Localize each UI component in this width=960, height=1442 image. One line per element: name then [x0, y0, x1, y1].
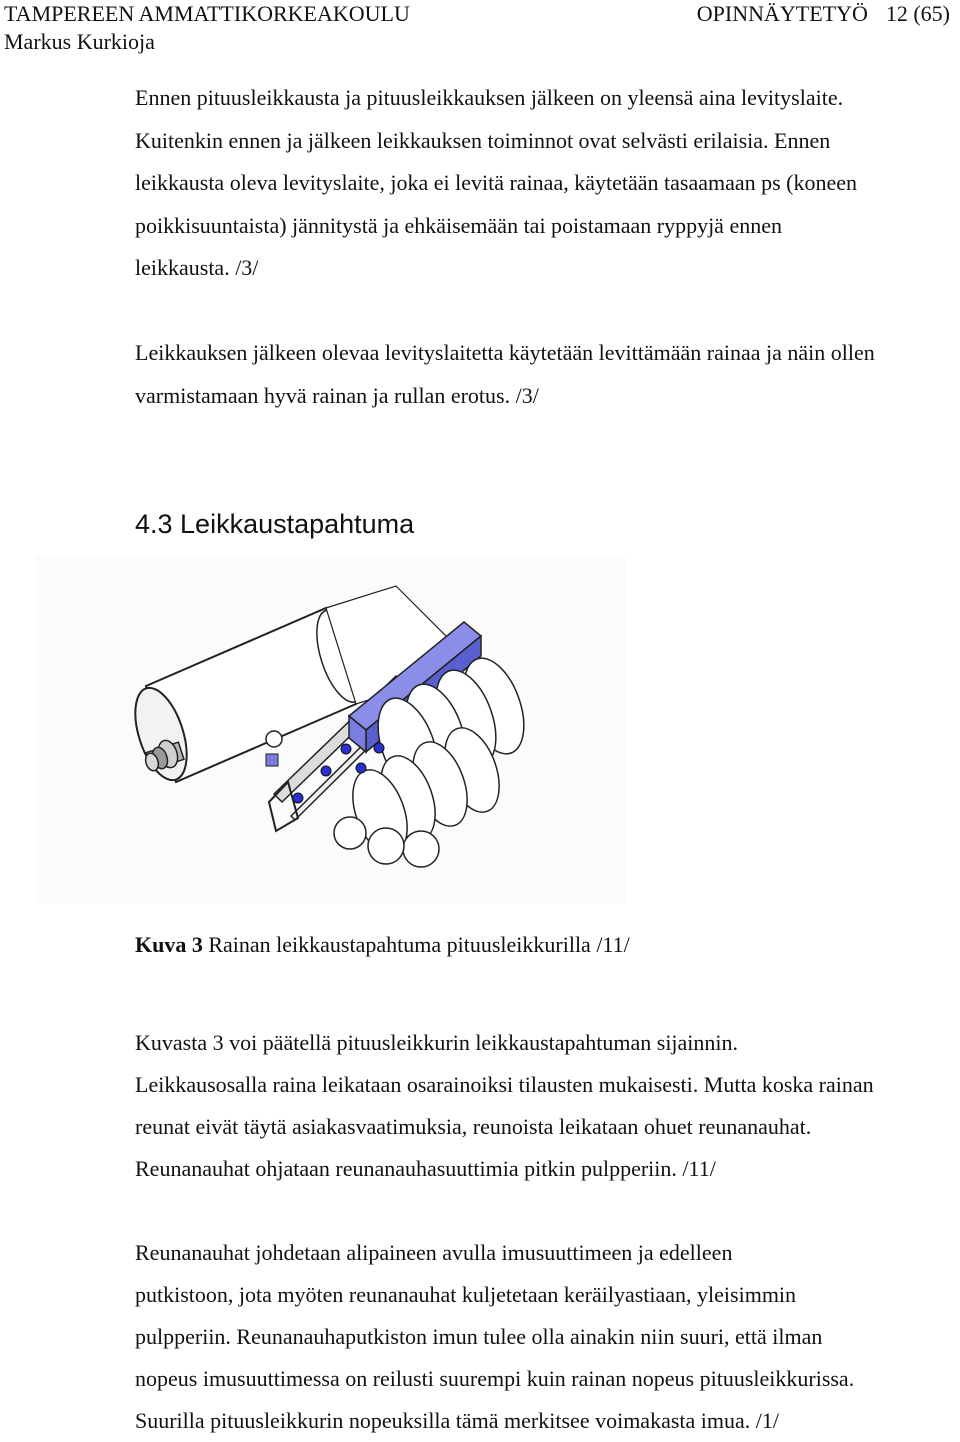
text-line: Suurilla pituusleikkurin nopeuksilla tämä merkitsee voimakasta imua. /1/ [135, 1408, 779, 1433]
text-line: leikkausta. /3/ [135, 255, 259, 280]
text-line: Reunanauhat ohjataan reunanauhasuuttimia pitkin pulpperiin. /11/ [135, 1156, 716, 1181]
guide-roller [266, 731, 282, 747]
text-line: Kuvasta 3 voi päätellä pituusleikkurin leikkaustapahtuman sijainnin. [135, 1030, 739, 1055]
text-line: leikkausta oleva levityslaite, joka ei levitä rainaa, käytetään tasaamaan ps (koneen [135, 170, 858, 195]
text-line: varmistamaan hyvä rainan ja rullan erotus. /3/ [135, 382, 539, 408]
page-header [4, 0, 950, 56]
text-line: Kuitenkin ennen ja jälkeen leikkauksen toiminnot ovat selvästi erilaisia. Ennen [135, 127, 831, 153]
document-type: OPINNÄYTETYÖ [696, 1, 868, 26]
caption-label: Kuva 3 [135, 932, 203, 957]
text-line: Leikkausosalla raina leikataan osarainoiksi tilausten mukaisesti. Mutta koska rainan [135, 1072, 874, 1097]
text-line: nopeus imusuuttimessa on reilusti suurempi kuin rainan nopeus pituusleikkurissa. [135, 1366, 855, 1391]
text-line: Reunanauhat johdetaan alipaineen avulla imusuuttimeen ja edelleen [135, 1240, 733, 1265]
text-line: poikkisuuntaista) jännitystä ja ehkäisemään tai poistamaan ryppyjä ennen [135, 212, 782, 238]
text-line: Leikkauksen jälkeen olevaa levityslaitetta käytetään levittämään rainaa ja näin ollen [135, 340, 875, 365]
page-number: 12 (65) [885, 1, 950, 26]
slitter-illustration [36, 556, 626, 904]
institution-name: TAMPEREEN AMMATTIKORKEAKOULU [4, 1, 410, 26]
text-line: Ennen pituusleikkausta ja pituusleikkauksen jälkeen on yleensä aina levityslaite. [135, 85, 844, 110]
paragraph-4 [135, 1232, 955, 1442]
author-name: Markus Kurkioja [4, 29, 155, 54]
text-line: pulpperiin. Reunanauhaputkiston imun tulee olla ainakin niin suuri, että ilman [135, 1324, 823, 1349]
figure-caption [135, 928, 630, 962]
text-line: putkistoon, jota myöten reunanauhat kuljetetaan keräilyastiaan, yleisimmin [135, 1282, 797, 1307]
text-line: reunat eivät täytä asiakasvaatimuksia, reunoista leikataan ohuet reunanauhat. [135, 1114, 812, 1139]
paragraph-2 [135, 332, 955, 417]
paragraph-3 [135, 1022, 955, 1190]
guide-block [266, 754, 278, 766]
caption-text: Rainan leikkaustapahtuma pituusleikkurilla /11/ [202, 932, 630, 957]
slitter-figure [36, 556, 626, 904]
section-heading: 4.3 Leikkaustapahtuma [135, 509, 415, 539]
paragraph-1 [135, 77, 955, 290]
